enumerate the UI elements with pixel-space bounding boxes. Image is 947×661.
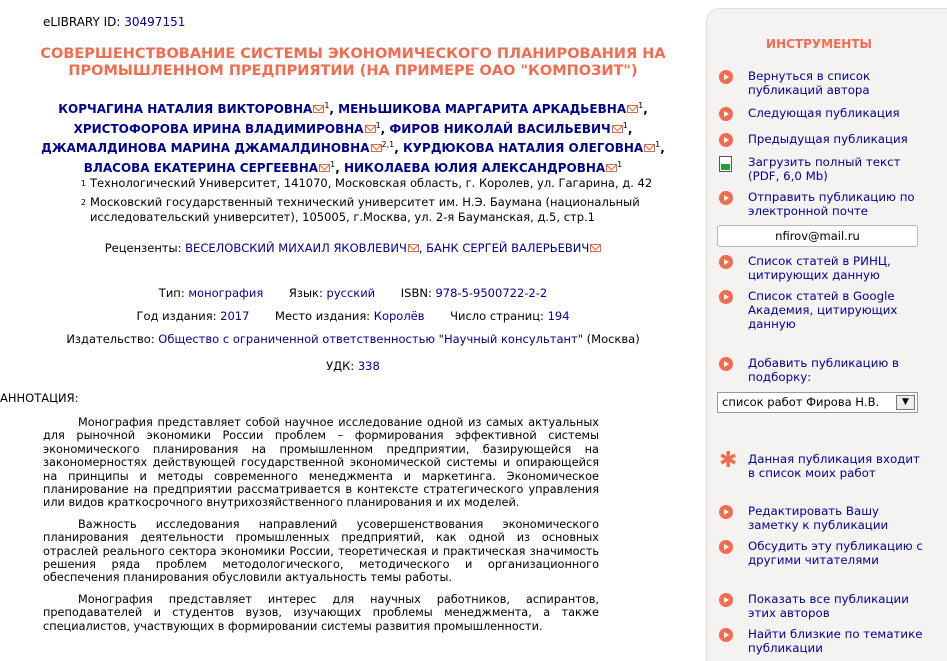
author-affil-sup: 1: [622, 120, 628, 130]
annotation-paragraph: Монография представляет собой научное исследование одной из самых актуальных для рыночной экономики России проблем – формирования эффективной системы экономического планирования на промышленном предприятии, базирующейся на закономерностях действующей государственной экономической системы и опирающейся на принципы и методы современного менеджмента и маркетинга. Экономическое планирование на предприятии рассматривается в контексте стратегического управления или видов краткосрочного внутрихозяйственного планирования и их моделей.: [43, 416, 599, 510]
tools-title: ИНСТРУМЕНТЫ: [766, 37, 872, 51]
tool-label[interactable]: Редактировать Вашу заметку к публикации: [748, 504, 889, 532]
author-link[interactable]: КОРЧАГИНА НАТАЛИЯ ВИКТОРОВНА: [58, 102, 313, 116]
publisher-city: (Москва): [586, 332, 640, 346]
type-lang-isbn: [0, 286, 706, 300]
udk-value[interactable]: 338: [357, 359, 380, 373]
author-link[interactable]: НИКОЛАЕВА ЮЛИЯ АЛЕКСАНДРОВНА: [343, 160, 606, 175]
udk: [0, 359, 706, 373]
pages-label: Число страниц:: [450, 309, 544, 323]
affiliation-num: 2: [80, 198, 86, 207]
email-input[interactable]: nfirov@mail.ru: [717, 225, 918, 247]
affiliations: [60, 176, 660, 225]
author-link[interactable]: КУРДЮКОВА НАТАЛИЯ ОЛЕГОВНА: [403, 141, 644, 155]
arrow-right-icon[interactable]: [719, 290, 733, 304]
place-value[interactable]: Королёв: [373, 309, 425, 323]
asterisk-icon: ✱: [719, 448, 738, 473]
udk-label: УДК:: [326, 359, 355, 373]
collection-selected-value: список работ Фирова Н.В.: [722, 395, 880, 409]
arrow-right-icon[interactable]: [719, 133, 733, 147]
annotation-heading: АННОТАЦИЯ:: [0, 391, 79, 405]
arrow-right-icon[interactable]: [719, 255, 733, 269]
mail-icon[interactable]: [627, 105, 638, 113]
tool-label[interactable]: Следующая публикация: [748, 106, 900, 120]
publication-title: [0, 46, 706, 80]
reviewer-link[interactable]: БАНК СЕРГЕЙ ВАЛЕРЬЕВИЧ: [426, 241, 590, 255]
affiliation-num: 1: [80, 179, 86, 188]
author-link[interactable]: ВЛАСОВА ЕКАТЕРИНА СЕРГЕЕВНА: [83, 160, 319, 175]
mail-icon[interactable]: [606, 164, 617, 172]
pages-value[interactable]: 194: [547, 309, 570, 323]
type-label: Тип:: [158, 286, 185, 300]
publisher-link[interactable]: Общество с ограниченной ответственностью "Научный консультант": [158, 332, 583, 346]
year-value[interactable]: 2017: [220, 309, 250, 323]
mail-icon[interactable]: [408, 244, 419, 252]
annotation-paragraph: Важность исследования направлений усовершенствования экономического планирования деятельности промышленных предприятий, как одной из основных отраслей реального сектора экономики России, теоретическая и практическая значимость решения ряда проблем методологического, методического и организационного обеспечения планирования обусловили актуальность темы работы.: [43, 517, 599, 585]
year-place-pages: [0, 309, 706, 323]
tool-label[interactable]: Показать все публикации этих авторов: [748, 592, 909, 620]
send-by-email[interactable]: [719, 190, 929, 218]
tool-label[interactable]: Найти близкие по тематике публикации: [748, 627, 923, 655]
annotation-text: [43, 416, 599, 641]
reviewer-link[interactable]: ВЕСЕЛОВСКИЙ МИХАИЛ ЯКОВЛЕВИЧ: [185, 241, 407, 255]
author-affil-sup: 1: [330, 159, 336, 169]
arrow-right-icon[interactable]: [719, 628, 733, 642]
add-to-collection[interactable]: [719, 356, 929, 384]
edit-note[interactable]: [719, 504, 929, 532]
mail-icon[interactable]: [612, 125, 623, 133]
reviewers: Рецензенты: ВЕСЕЛОВСКИЙ МИХАИЛ ЯКОВЛЕВИЧ , БАНК СЕРГЕЙ ВАЛЕРЬЕВИЧ: [0, 241, 706, 255]
type-value[interactable]: монография: [188, 286, 264, 300]
tool-label[interactable]: Добавить публикацию в подборку:: [748, 356, 899, 384]
mail-icon[interactable]: [319, 164, 330, 172]
annotation-paragraph: Монография представляет интерес для научных работников, аспирантов, преподавателей и студентов вузов, изучающих проблемы менеджмента, а также специалистов, участвующих в формировании системы развития промышленности.: [43, 592, 599, 633]
show-authors-publications[interactable]: [719, 592, 929, 620]
previous-publication[interactable]: [719, 132, 929, 150]
in-my-works-list[interactable]: [719, 448, 929, 480]
author-affil-sup: 1: [324, 101, 330, 110]
year-label: Год издания:: [136, 309, 217, 323]
arrow-right-icon[interactable]: [719, 357, 733, 371]
authors-list: КОРЧАГИНА НАТАЛИЯ ВИКТОРОВНА $^1$, МЕНЬШИКОВА МАРГАРИТА АРКАДЬЕВНА $^1$, ХРИСТОФОРОВА ИРИНА ВЛАДИМИРОВНА $^1$, ФИРОВ НИКОЛАЙ ВАСИЛЬЕВИЧ $^1$, ДЖАМАЛДИНОВА МАРИНА ДЖАМАЛДИНОВНА $^{2,1}$, КУРДЮКОВА НАТАЛИЯ ОЛЕГОВНА $^1$, ВЛАСОВА ЕКАТЕРИНА СЕРГЕЕВНА $^1$, НИКОЛАЕВА ЮЛИЯ АЛЕКСАНДРОВНА $^1$: [41, 101, 665, 175]
arrow-right-icon[interactable]: [719, 505, 733, 519]
place-label: Место издания:: [275, 309, 371, 323]
affiliation-text: Технологический Университет, 141070, Московская область, г. Королев, ул. Гагарина, д. 42: [90, 176, 653, 190]
arrow-right-icon[interactable]: [719, 107, 733, 121]
affiliation-item: [60, 176, 660, 195]
author-link[interactable]: ФИРОВ НИКОЛАЙ ВАСИЛЬЕВИЧ: [389, 121, 611, 136]
discuss-publication[interactable]: [719, 539, 929, 567]
author-affil-sup: 1: [617, 159, 623, 169]
pdf-icon[interactable]: [719, 156, 732, 172]
next-publication[interactable]: [719, 106, 929, 124]
author-link[interactable]: МЕНЬШИКОВА МАРГАРИТА АРКАДЬЕВНА: [338, 102, 627, 116]
tool-label[interactable]: Вернуться в список публикаций автора: [748, 69, 871, 97]
arrow-right-icon[interactable]: [719, 593, 733, 607]
affiliation-item: [60, 195, 660, 225]
publisher: [0, 332, 706, 346]
elibrary-id: [43, 15, 185, 29]
arrow-right-icon[interactable]: [719, 540, 733, 554]
title-line-2: ПРОМЫШЛЕННОМ ПРЕДПРИЯТИИ (НА ПРИМЕРЕ ОАО "КОМПОЗИТ"): [68, 63, 638, 79]
elibrary-id-value[interactable]: 30497151: [124, 15, 186, 29]
author-link[interactable]: ХРИСТОФОРОВА ИРИНА ВЛАДИМИРОВНА: [73, 121, 364, 136]
elibrary-id-label: eLIBRARY ID:: [43, 15, 121, 29]
tool-label[interactable]: Обсудить эту публикацию с другими читателями: [748, 539, 923, 567]
publisher-label: Издательство:: [66, 332, 155, 346]
mail-icon[interactable]: [371, 144, 382, 152]
lang-value[interactable]: русский: [326, 286, 376, 300]
rinc-citing-list[interactable]: [719, 254, 929, 282]
download-full-text[interactable]: [719, 155, 929, 183]
find-similar-publications[interactable]: [719, 627, 929, 655]
reviewers-label: Рецензенты:: [104, 241, 182, 255]
collection-select[interactable]: [717, 392, 918, 413]
author-affil-sup: 1: [375, 120, 381, 130]
arrow-right-icon[interactable]: [719, 191, 733, 205]
back-to-author-list[interactable]: [719, 69, 929, 97]
mail-icon[interactable]: [313, 105, 324, 113]
tool-label[interactable]: Предыдущая публикация: [748, 132, 908, 146]
google-scholar-citing-list[interactable]: [719, 289, 929, 331]
author-link[interactable]: ДЖАМАЛДИНОВА МАРИНА ДЖАМАЛДИНОВНА: [41, 141, 370, 155]
isbn-value[interactable]: 978-5-9500722-2-2: [435, 286, 548, 300]
tool-label[interactable]: Список статей в Google Академия, цитирующих данную: [748, 289, 898, 331]
author-affil-sup: 1: [638, 101, 644, 110]
mail-icon[interactable]: [590, 244, 601, 252]
title-line-1: СОВЕРШЕНСТВОВАНИЕ СИСТЕМЫ ЭКОНОМИЧЕСКОГО ПЛАНИРОВАНИЯ НА: [40, 46, 666, 62]
tools-sidebar: [706, 8, 947, 661]
arrow-right-icon[interactable]: [719, 70, 733, 84]
author-affil-sup: 1: [655, 140, 661, 149]
tool-label[interactable]: Данная публикация входит в список моих работ: [748, 452, 920, 480]
affiliation-text: Московский государственный технический университет им. Н.Э. Баумана (национальный исследовательский университет), 105005, г.Москва, ул. 2-я Бауманская, д.5, стр.1: [90, 195, 640, 224]
mail-icon[interactable]: [644, 144, 655, 152]
tool-label[interactable]: Загрузить полный текст (PDF, 6,0 Mb): [748, 155, 901, 183]
isbn-label: ISBN:: [400, 286, 432, 300]
author-affil-sup: 2,1: [381, 140, 395, 149]
mail-icon[interactable]: [365, 125, 376, 133]
lang-label: Язык:: [288, 286, 323, 300]
chevron-down-icon[interactable]: ▼: [896, 395, 915, 410]
tool-label[interactable]: Отправить публикацию по электронной почте: [748, 190, 915, 218]
tool-label[interactable]: Список статей в РИНЦ, цитирующих данную: [748, 254, 891, 282]
